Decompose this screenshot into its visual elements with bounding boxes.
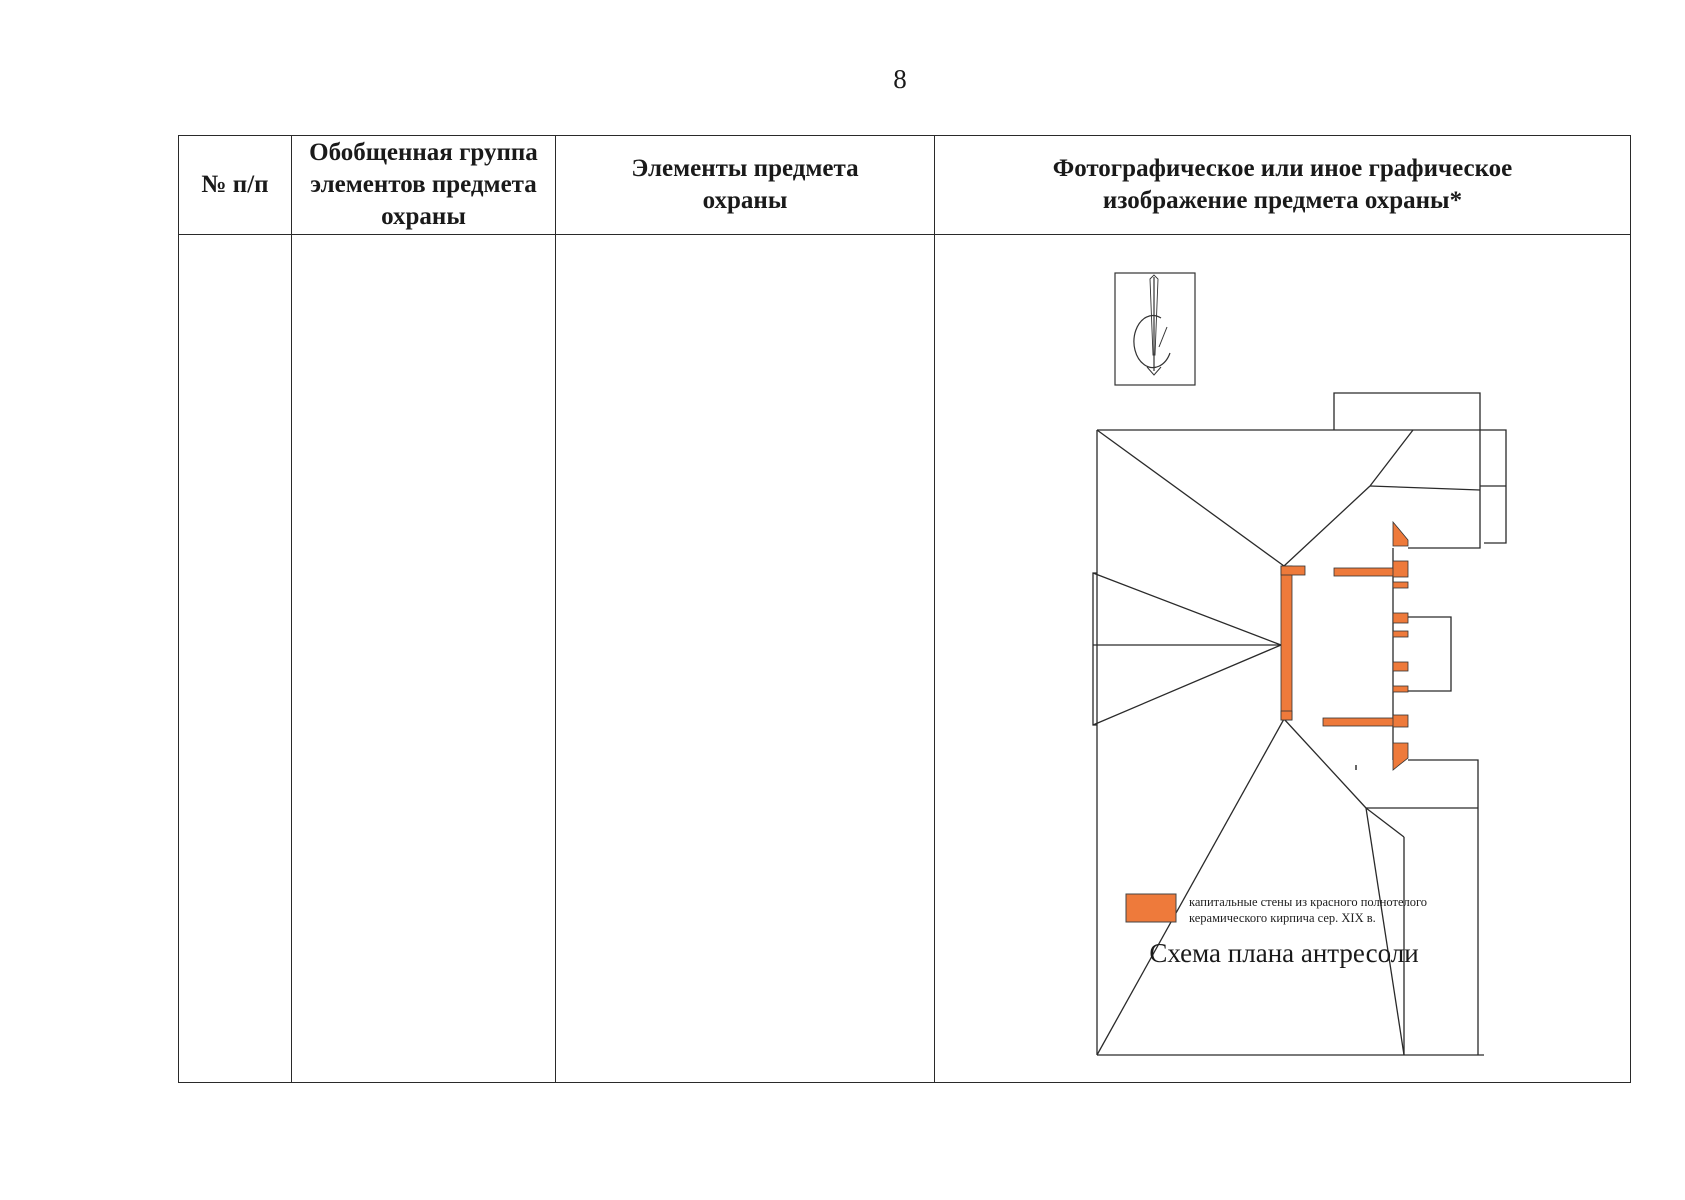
legend-text-line2: керамического кирпича сер. XIX в. [1189, 911, 1376, 925]
table-header-row [179, 136, 1631, 235]
capital-walls [1281, 522, 1408, 770]
legend-text-line1: капитальные стены из красного полнотелого [1189, 895, 1428, 909]
north-arrow-icon [1115, 273, 1195, 385]
floor-plan-scheme [935, 235, 1631, 1083]
cell-image [935, 235, 1631, 1083]
header-elements: Элементы предмета охраны [556, 136, 935, 235]
page-number: 8 [893, 64, 907, 94]
cell-number [179, 235, 292, 1083]
cell-group [292, 235, 556, 1083]
cell-elements [556, 235, 935, 1083]
legend-swatch [1126, 894, 1176, 922]
table-row [179, 235, 1631, 1083]
header-image: Фотографическое или иное графическое изображение предмета охраны* [935, 136, 1631, 235]
scheme-caption: Схема плана антресоли [1149, 938, 1419, 968]
header-number: № п/п [179, 136, 292, 235]
header-group: Обобщенная группа элементов предмета охраны [292, 136, 556, 235]
heritage-table [178, 135, 1631, 1083]
